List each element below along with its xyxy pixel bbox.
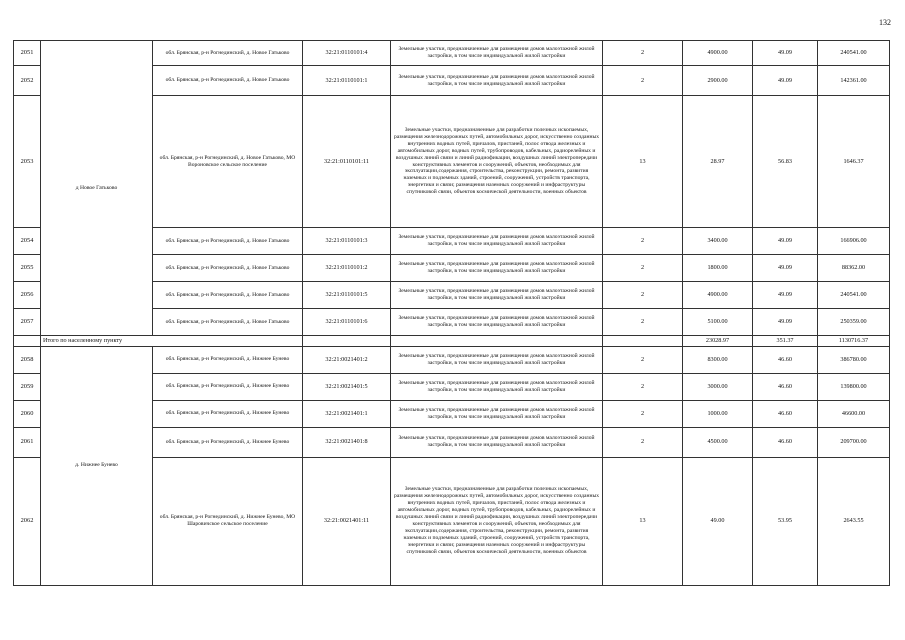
row-number: 2053 — [14, 96, 41, 228]
land-group: 2 — [603, 309, 683, 336]
cadastral-number: 32:21:0110101:11 — [303, 96, 391, 228]
land-use-description: Земельные участки, предназначенные для разработки полезных ископаемых, размещения железнодорожных путей, автомобильных дорог, искусственно созданных внутренних водных путей, причалов, пристаней, полос отвода железных и автомобильных дорог, водных путей, трубопроводов, кабельных, радиорелейных и воздушных линий связи и линий радиофикации, воздушных линий электропередачи конструктивных элементов и сооружений, объектов, необходимых для эксплуатации,содержания, строительства, реконструкции, ремонта, развития наземных и подземных зданий, строений, сооружений, устройств транспорта, энергетики и связи; размещения наземных сооружений и инфраструктуры спутниковой связи, объектов космической деятельности, военных объектов — [391, 457, 603, 585]
cadastral-value: 209700.00 — [818, 427, 890, 457]
cadastral-number: 32:21:0021401:1 — [303, 400, 391, 427]
specific-value: 49.09 — [753, 41, 818, 66]
land-area: 28.97 — [683, 96, 753, 228]
land-group: 2 — [603, 41, 683, 66]
address-cell: обл. Брянская, р-н Рогнединский, д. Новое Гатьково — [153, 228, 303, 255]
address-cell: обл. Брянская, р-н Рогнединский, д. Новое Гатьково, МО Вороновское сельское поселение — [153, 96, 303, 228]
row-number: 2057 — [14, 309, 41, 336]
cadastral-number: 32:21:0021401:2 — [303, 346, 391, 373]
address-cell: обл. Брянская, р-н Рогнединский, д. Новое Гатьково — [153, 255, 303, 282]
land-use-description: Земельные участки, предназначенные для размещения домов малоэтажной жилой застройки, в том числе индивидуальной жилой застройки — [391, 373, 603, 400]
total-empty-cell — [14, 336, 41, 347]
land-area: 4900.00 — [683, 41, 753, 66]
land-use-description: Земельные участки, предназначенные для размещения домов малоэтажной жилой застройки, в том числе индивидуальной жилой застройки — [391, 309, 603, 336]
land-use-description: Земельные участки, предназначенные для размещения домов малоэтажной жилой застройки, в том числе индивидуальной жилой застройки — [391, 346, 603, 373]
specific-value: 49.09 — [753, 255, 818, 282]
land-area: 4900.00 — [683, 282, 753, 309]
land-area: 3000.00 — [683, 373, 753, 400]
row-number: 2056 — [14, 282, 41, 309]
land-group: 2 — [603, 373, 683, 400]
row-number: 2051 — [14, 41, 41, 66]
address-cell: обл. Брянская, р-н Рогнединский, д. Новое Гатьково — [153, 309, 303, 336]
settlement-total-row — [14, 336, 890, 347]
land-area: 3400.00 — [683, 228, 753, 255]
cadastral-number: 32:21:0021401:8 — [303, 427, 391, 457]
specific-value: 46.60 — [753, 400, 818, 427]
land-group: 2 — [603, 66, 683, 96]
land-group: 2 — [603, 282, 683, 309]
land-group: 2 — [603, 427, 683, 457]
cadastral-value: 240541.00 — [818, 41, 890, 66]
address-cell: обл. Брянская, р-н Рогнединский, д. Нижнее Бунево — [153, 346, 303, 373]
cadastral-value: 88362.00 — [818, 255, 890, 282]
total-empty-cell — [303, 336, 391, 347]
land-group: 13 — [603, 96, 683, 228]
cadastral-number: 32:21:0110101:1 — [303, 66, 391, 96]
land-group: 13 — [603, 457, 683, 585]
land-use-description: Земельные участки, предназначенные для разработки полезных ископаемых, размещения железнодорожных путей, автомобильных дорог, искусственно созданных внутренних водных путей, причалов, пристаней, полос отвода железных и автомобильных дорог, водных путей, трубопроводов, кабельных, радиорелейных и воздушных линий связи и линий радиофикации, воздушных линий электропередачи конструктивных элементов и сооружений, объектов, необходимых для эксплуатации,содержания, строительства, реконструкции, ремонта, развития наземных и подземных зданий, строений, сооружений, устройств транспорта, энергетики и связи; размещения наземных сооружений и инфраструктуры спутниковой связи, объектов космической деятельности, военных объектов — [391, 96, 603, 228]
land-area: 49.00 — [683, 457, 753, 585]
specific-value: 53.95 — [753, 457, 818, 585]
land-area: 5100.00 — [683, 309, 753, 336]
specific-value: 49.09 — [753, 282, 818, 309]
land-group: 2 — [603, 346, 683, 373]
row-number: 2054 — [14, 228, 41, 255]
cadastral-number: 32:21:0110101:4 — [303, 41, 391, 66]
land-area: 1800.00 — [683, 255, 753, 282]
land-area: 8300.00 — [683, 346, 753, 373]
address-cell: обл. Брянская, р-н Рогнединский, д. Новое Гатьково — [153, 66, 303, 96]
land-use-description: Земельные участки, предназначенные для размещения домов малоэтажной жилой застройки, в том числе индивидуальной жилой застройки — [391, 255, 603, 282]
row-number: 2059 — [14, 373, 41, 400]
cadastral-number: 32:21:0021401:11 — [303, 457, 391, 585]
cadastral-value: 1646.37 — [818, 96, 890, 228]
land-group: 2 — [603, 400, 683, 427]
address-cell: обл. Брянская, р-н Рогнединский, д. Новое Гатьково — [153, 41, 303, 66]
specific-value: 46.60 — [753, 346, 818, 373]
cadastral-value: 250359.00 — [818, 309, 890, 336]
settlement-name: д. Нижнее Бунево — [41, 346, 153, 585]
cadastral-number: 32:21:0110101:5 — [303, 282, 391, 309]
total-empty-cell — [391, 336, 603, 347]
land-area: 4500.00 — [683, 427, 753, 457]
cadastral-value: 240541.00 — [818, 282, 890, 309]
row-number: 2058 — [14, 346, 41, 373]
land-use-description: Земельные участки, предназначенные для размещения домов малоэтажной жилой застройки, в том числе индивидуальной жилой застройки — [391, 427, 603, 457]
cadastral-number: 32:21:0110101:2 — [303, 255, 391, 282]
total-cadastral-value: 1130716.37 — [818, 336, 890, 347]
specific-value: 49.09 — [753, 309, 818, 336]
row-number: 2060 — [14, 400, 41, 427]
cadastral-number: 32:21:0110101:3 — [303, 228, 391, 255]
address-cell: обл. Брянская, р-н Рогнединский, д. Новое Гатьково — [153, 282, 303, 309]
total-area: 23028.97 — [683, 336, 753, 347]
row-number: 2061 — [14, 427, 41, 457]
specific-value: 46.60 — [753, 427, 818, 457]
address-cell: обл. Брянская, р-н Рогнединский, д. Нижнее Бунево — [153, 400, 303, 427]
total-empty-cell — [603, 336, 683, 347]
table-row — [14, 41, 890, 66]
cadastral-value: 166906.00 — [818, 228, 890, 255]
page-number: 132 — [879, 18, 891, 27]
settlement-name: д Новое Гатьково — [41, 41, 153, 336]
row-number: 2055 — [14, 255, 41, 282]
row-number: 2062 — [14, 457, 41, 585]
cadastral-value: 386780.00 — [818, 346, 890, 373]
address-cell: обл. Брянская, р-н Рогнединский, д. Нижнее Бунево, МО Шаровичское сельское поселение — [153, 457, 303, 585]
land-group: 2 — [603, 228, 683, 255]
table-row — [14, 346, 890, 373]
land-use-description: Земельные участки, предназначенные для размещения домов малоэтажной жилой застройки, в том числе индивидуальной жилой застройки — [391, 228, 603, 255]
specific-value: 56.83 — [753, 96, 818, 228]
row-number: 2052 — [14, 66, 41, 96]
land-cadastral-value-table — [13, 40, 890, 586]
land-area: 2900.00 — [683, 66, 753, 96]
cadastral-value: 139800.00 — [818, 373, 890, 400]
land-use-description: Земельные участки, предназначенные для размещения домов малоэтажной жилой застройки, в том числе индивидуальной жилой застройки — [391, 400, 603, 427]
land-group: 2 — [603, 255, 683, 282]
specific-value: 49.09 — [753, 228, 818, 255]
cadastral-value: 2643.55 — [818, 457, 890, 585]
address-cell: обл. Брянская, р-н Рогнединский, д. Нижнее Бунево — [153, 373, 303, 400]
cadastral-number: 32:21:0021401:5 — [303, 373, 391, 400]
land-use-description: Земельные участки, предназначенные для размещения домов малоэтажной жилой застройки, в том числе индивидуальной жилой застройки — [391, 41, 603, 66]
cadastral-value: 46600.00 — [818, 400, 890, 427]
total-label: Итого по населенному пункту — [41, 336, 303, 347]
specific-value: 46.60 — [753, 373, 818, 400]
address-cell: обл. Брянская, р-н Рогнединский, д. Нижнее Бунево — [153, 427, 303, 457]
specific-value: 49.09 — [753, 66, 818, 96]
cadastral-value: 142361.00 — [818, 66, 890, 96]
cadastral-number: 32:21:0110101:6 — [303, 309, 391, 336]
total-specific-value: 351.37 — [753, 336, 818, 347]
land-use-description: Земельные участки, предназначенные для размещения домов малоэтажной жилой застройки, в том числе индивидуальной жилой застройки — [391, 66, 603, 96]
land-area: 1000.00 — [683, 400, 753, 427]
land-use-description: Земельные участки, предназначенные для размещения домов малоэтажной жилой застройки, в том числе индивидуальной жилой застройки — [391, 282, 603, 309]
